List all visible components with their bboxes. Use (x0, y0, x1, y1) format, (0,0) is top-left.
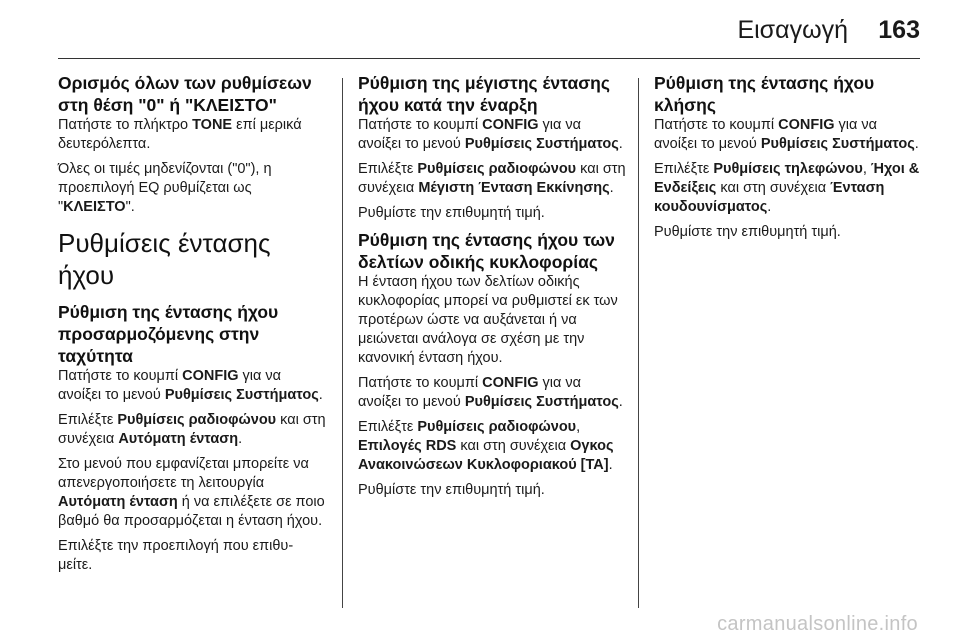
page-header (0, 0, 960, 64)
paragraph-set-value: Ρυθμίστε την επιθυμητή τιμή. (358, 205, 545, 221)
paragraph-reset-values: Όλες οι τιμές μηδενίζονται ("0"), η προεπιλογή EQ ρυθμίζεται ως "ΚΛΕΙΣΤΟ". (58, 161, 272, 215)
paragraph-select-auto-volume: Επιλέξτε Ρυθμίσεις ραδιοφώνου και στη συνέχεια Αυτόματη ένταση. (58, 412, 326, 447)
heading-ring-volume: Ρύθμιση της έντασης ήχου κλήσης (654, 73, 875, 115)
column-1 (58, 72, 328, 581)
header-title: Εισαγωγή (737, 16, 848, 44)
paragraph-select-ta-volume: Επιλέξτε Ρυθμίσεις ραδιοφώνου, Επιλογές RDS και στη συνέχεια Ογκος Ανακοινώσεων Κυκλοφοριακού [TA]. (358, 419, 614, 473)
section-title-volume: Ρυθμίσεις έντασης ήχου (58, 228, 271, 290)
heading-reset-settings: Ορισμός όλων των ρυθμίσεων στη θέση "0" ή "ΚΛΕΙΣΤΟ" (58, 73, 312, 115)
paragraph-set-value: Ρυθμίστε την επιθυμητή τιμή. (358, 482, 545, 498)
column-2 (358, 72, 628, 506)
paragraph-config: Πατήστε το κουμπί CONFIG για να ανοίξει το μενού Ρυθμίσεις Συστήματος. (358, 117, 623, 152)
heading-speed-volume: Ρύθμιση της έντασης ήχου προσαρμοζόμενης στην ταχύτητα (58, 302, 279, 366)
heading-traffic-volume: Ρύθμιση της έντασης ήχου των δελτίων οδικής κυκλοφορίας (358, 230, 615, 272)
paragraph-config: Πατήστε το κουμπί CONFIG για να ανοίξει το μενού Ρυθμίσεις Συστήματος. (358, 375, 623, 410)
paragraph-config: Πατήστε το κουμπί CONFIG για να ανοίξει το μενού Ρυθμίσεις Συστήματος. (58, 368, 323, 403)
paragraph-traffic-description: Η ένταση ήχου των δελτίων οδικής κυκλοφορίας μπορεί να ρυθμιστεί εκ των προτέρων ώστε να αυξάνεται ή να μειώνεται ανάλογα σε σχέση με την κανονική ένταση ήχου. (358, 274, 618, 366)
paragraph-set-value: Ρυθμίστε την επιθυμητή τιμή. (654, 224, 841, 240)
column-divider-1 (342, 78, 343, 608)
paragraph-select-max-volume: Επιλέξτε Ρυθμίσεις ραδιοφώνου και στη συνέχεια Μέγιστη Ένταση Εκκίνησης. (358, 161, 626, 196)
watermark: carmanualsonline.info (717, 613, 918, 635)
paragraph-select-ring-volume: Επιλέξτε Ρυθμίσεις τηλεφώνου, Ήχοι & Ενδείξεις και στη συνέχεια Ένταση κουδουνίσματος. (654, 161, 920, 215)
column-divider-2 (638, 78, 639, 608)
page-number: 163 (878, 16, 920, 44)
paragraph-auto-volume-menu: Στο μενού που εμφανίζεται μπορείτε να απενεργοποιήσετε τη λειτουργία Αυτόματη ένταση ή να επιλέξετε σε ποιο βαθμό θα προσαρμόζεται η ένταση ήχου. (58, 456, 325, 529)
paragraph-select-preset: Επιλέξτε την προεπιλογή που επιθυ- μείτε. (58, 538, 294, 573)
heading-max-startup-volume: Ρύθμιση της μέγιστης έντασης ήχου κατά την έναρξη (358, 73, 610, 115)
paragraph-config: Πατήστε το κουμπί CONFIG για να ανοίξει το μενού Ρυθμίσεις Συστήματος. (654, 117, 919, 152)
paragraph-tone: Πατήστε το πλήκτρο TONE επί μερικά δευτερόλεπτα. (58, 117, 302, 152)
column-3 (654, 72, 924, 248)
header-rule (58, 58, 920, 59)
